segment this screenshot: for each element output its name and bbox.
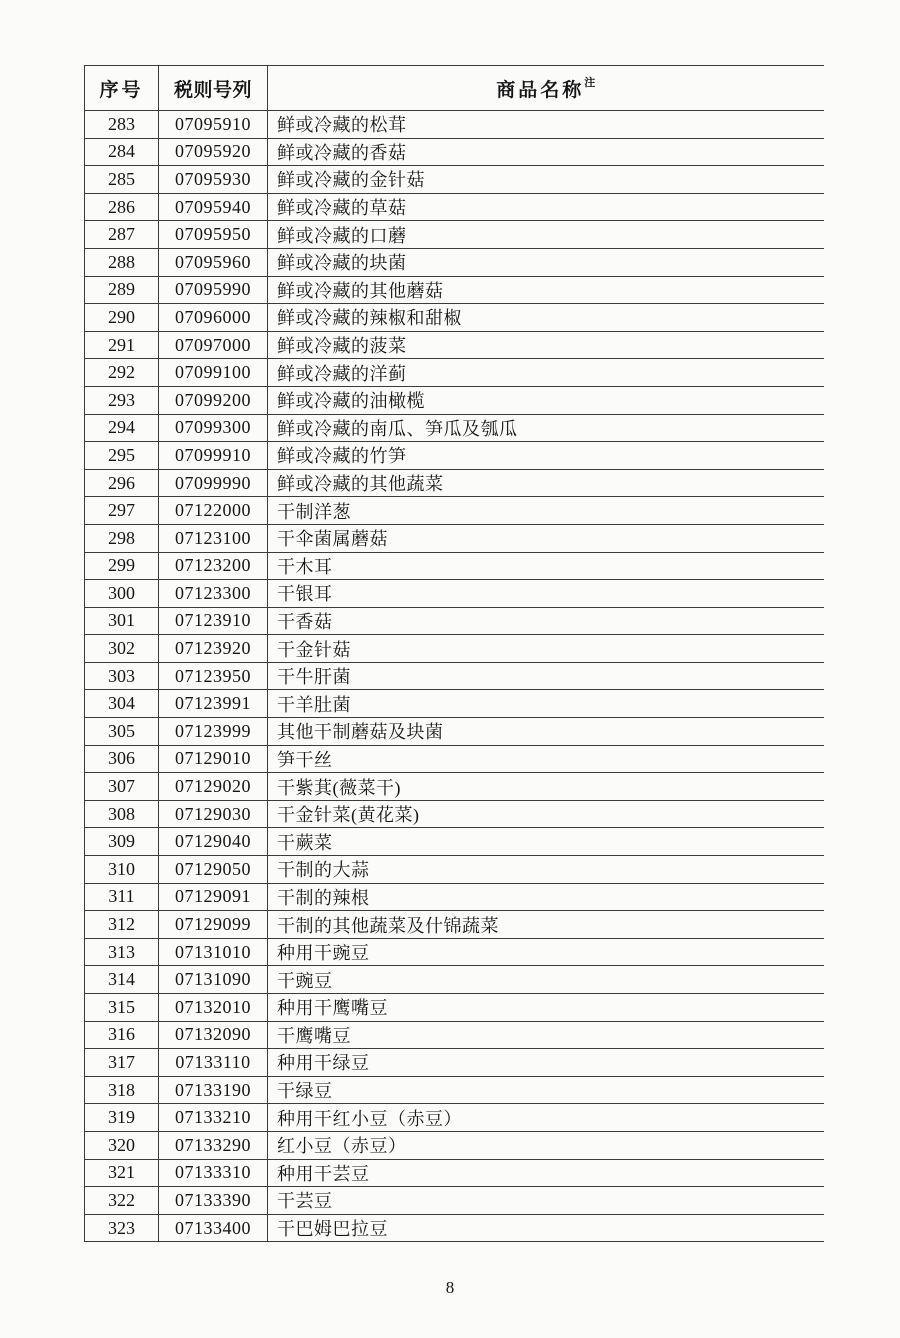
product-name-cell: 鲜或冷藏的块菌 [268,248,824,276]
serial-cell: 292 [85,359,159,387]
table-row [85,524,824,552]
serial-cell: 320 [85,1131,159,1159]
product-name-cell: 干制的其他蔬菜及什锦蔬菜 [268,911,824,939]
serial-cell: 285 [85,166,159,194]
product-name-cell: 干牛肝菌 [268,662,824,690]
table-row [85,966,824,994]
serial-cell: 316 [85,1021,159,1049]
product-name-cell: 鲜或冷藏的香菇 [268,138,824,166]
table-row [85,111,824,139]
serial-cell: 304 [85,690,159,718]
product-name-cell: 鲜或冷藏的菠菜 [268,331,824,359]
tariff-code-cell: 07096000 [159,304,268,332]
tariff-code-cell: 07099990 [159,469,268,497]
serial-cell: 290 [85,304,159,332]
table-row [85,304,824,332]
serial-cell: 307 [85,773,159,801]
serial-cell: 293 [85,386,159,414]
tariff-code-cell: 07129030 [159,800,268,828]
table-row [85,442,824,470]
product-name-cell: 干木耳 [268,552,824,580]
table-row [85,1104,824,1132]
serial-cell: 300 [85,580,159,608]
product-name-cell: 干鹰嘴豆 [268,1021,824,1049]
serial-cell: 303 [85,662,159,690]
table-row [85,138,824,166]
serial-cell: 296 [85,469,159,497]
tariff-code-cell: 07129099 [159,911,268,939]
table-row [85,911,824,939]
product-name-cell: 干制的大蒜 [268,856,824,884]
tariff-code-cell: 07133190 [159,1076,268,1104]
table-row [85,1159,824,1187]
tariff-code-cell: 07123999 [159,718,268,746]
table-row [85,1187,824,1215]
tariff-code-cell: 07133290 [159,1131,268,1159]
tariff-code-cell: 07095960 [159,248,268,276]
serial-cell: 314 [85,966,159,994]
tariff-code-cell: 07133390 [159,1187,268,1215]
serial-cell: 312 [85,911,159,939]
product-name-cell: 干香菇 [268,607,824,635]
serial-cell: 302 [85,635,159,663]
table-row [85,386,824,414]
table-row [85,635,824,663]
table-row [85,248,824,276]
product-name-cell: 干银耳 [268,580,824,608]
tariff-code-cell: 07095930 [159,166,268,194]
product-name-cell: 红小豆（赤豆） [268,1131,824,1159]
product-name-cell: 种用干豌豆 [268,938,824,966]
tariff-code-cell: 07099300 [159,414,268,442]
product-name-cell: 种用干红小豆（赤豆） [268,1104,824,1132]
tariff-table [84,65,824,1242]
tariff-code-cell: 07095990 [159,276,268,304]
tariff-code-cell: 07132010 [159,994,268,1022]
table-row [85,331,824,359]
product-name-cell: 干制的辣根 [268,883,824,911]
serial-cell: 284 [85,138,159,166]
table-row [85,359,824,387]
product-name-cell: 鲜或冷藏的草菇 [268,193,824,221]
tariff-code-cell: 07129050 [159,856,268,884]
table-row [85,1076,824,1104]
product-name-cell: 鲜或冷藏的松茸 [268,111,824,139]
tariff-code-cell: 07133110 [159,1049,268,1077]
tariff-code-cell: 07123300 [159,580,268,608]
table-row [85,994,824,1022]
table-row [85,800,824,828]
table-row [85,1214,824,1242]
tariff-code-cell: 07095920 [159,138,268,166]
tariff-code-cell: 07095950 [159,221,268,249]
table-row [85,414,824,442]
tariff-code-cell: 07133310 [159,1159,268,1187]
header-serial-number: 序号 [85,66,159,111]
serial-cell: 306 [85,745,159,773]
serial-cell: 297 [85,497,159,525]
table-row [85,166,824,194]
product-name-cell: 干金针菇 [268,635,824,663]
serial-cell: 310 [85,856,159,884]
tariff-code-cell: 07133400 [159,1214,268,1242]
serial-cell: 321 [85,1159,159,1187]
product-name-cell: 干制洋葱 [268,497,824,525]
tariff-code-cell: 07123910 [159,607,268,635]
serial-cell: 298 [85,524,159,552]
table-row [85,1049,824,1077]
product-name-cell: 鲜或冷藏的金针菇 [268,166,824,194]
product-name-cell: 种用干鹰嘴豆 [268,994,824,1022]
page-number: 8 [445,1278,455,1297]
product-name-cell: 干紫萁(薇菜干) [268,773,824,801]
serial-cell: 289 [85,276,159,304]
tariff-code-cell: 07099100 [159,359,268,387]
serial-cell: 305 [85,718,159,746]
table-row [85,580,824,608]
serial-cell: 295 [85,442,159,470]
tariff-code-cell: 07129091 [159,883,268,911]
product-name-cell: 干金针菜(黄花菜) [268,800,824,828]
serial-cell: 286 [85,193,159,221]
serial-cell: 308 [85,800,159,828]
table-row [85,938,824,966]
product-name-cell: 干巴姆巴拉豆 [268,1214,824,1242]
serial-cell: 318 [85,1076,159,1104]
serial-cell: 309 [85,828,159,856]
product-name-cell: 鲜或冷藏的口蘑 [268,221,824,249]
serial-cell: 317 [85,1049,159,1077]
table-row [85,607,824,635]
serial-cell: 288 [85,248,159,276]
table-row [85,883,824,911]
product-name-cell: 鲜或冷藏的其他蘑菇 [268,276,824,304]
tariff-code-cell: 07133210 [159,1104,268,1132]
serial-cell: 322 [85,1187,159,1215]
serial-cell: 291 [85,331,159,359]
serial-cell: 323 [85,1214,159,1242]
tariff-code-cell: 07129020 [159,773,268,801]
tariff-code-cell: 07131090 [159,966,268,994]
tariff-code-cell: 07123200 [159,552,268,580]
product-name-cell: 笋干丝 [268,745,824,773]
header-product-name [268,66,824,111]
table-row [85,193,824,221]
table-row [85,662,824,690]
table-row [85,469,824,497]
tariff-code-cell: 07123100 [159,524,268,552]
table-row [85,1021,824,1049]
table-row [85,276,824,304]
table-row [85,828,824,856]
header-tariff-code: 税则号列 [159,66,268,111]
product-name-cell: 干绿豆 [268,1076,824,1104]
serial-cell: 311 [85,883,159,911]
note-mark: 注 [584,77,596,90]
tariff-code-cell: 07129010 [159,745,268,773]
product-name-cell: 鲜或冷藏的洋蓟 [268,359,824,387]
tariff-code-cell: 07131010 [159,938,268,966]
product-name-cell: 其他干制蘑菇及块菌 [268,718,824,746]
product-name-cell: 干蕨菜 [268,828,824,856]
table-row [85,1131,824,1159]
tariff-code-cell: 07123950 [159,662,268,690]
tariff-code-cell: 07123920 [159,635,268,663]
product-name-cell: 鲜或冷藏的油橄榄 [268,386,824,414]
tariff-code-cell: 07099200 [159,386,268,414]
serial-cell: 299 [85,552,159,580]
product-name-cell: 鲜或冷藏的其他蔬菜 [268,469,824,497]
product-name-cell: 种用干绿豆 [268,1049,824,1077]
tariff-code-cell: 07123991 [159,690,268,718]
serial-cell: 319 [85,1104,159,1132]
serial-cell: 283 [85,111,159,139]
tariff-code-cell: 07099910 [159,442,268,470]
table-row [85,856,824,884]
table-row [85,745,824,773]
tariff-code-cell: 07132090 [159,1021,268,1049]
serial-cell: 294 [85,414,159,442]
table-row [85,552,824,580]
serial-cell: 287 [85,221,159,249]
tariff-code-cell: 07129040 [159,828,268,856]
serial-cell: 301 [85,607,159,635]
product-name-cell: 干羊肚菌 [268,690,824,718]
tariff-code-cell: 07095940 [159,193,268,221]
table-row [85,497,824,525]
product-name-cell: 干伞菌属蘑菇 [268,524,824,552]
table-row [85,221,824,249]
table-row [85,690,824,718]
product-name-cell: 鲜或冷藏的竹笋 [268,442,824,470]
serial-cell: 315 [85,994,159,1022]
table-header-row [85,66,824,111]
product-name-cell: 干豌豆 [268,966,824,994]
product-name-cell: 干芸豆 [268,1187,824,1215]
header-product-name-label: 商品名称 [496,79,585,101]
product-name-cell: 种用干芸豆 [268,1159,824,1187]
product-name-cell: 鲜或冷藏的南瓜、笋瓜及瓠瓜 [268,414,824,442]
tariff-code-cell: 07122000 [159,497,268,525]
table-row [85,773,824,801]
table-row [85,718,824,746]
product-name-cell: 鲜或冷藏的辣椒和甜椒 [268,304,824,332]
tariff-code-cell: 07095910 [159,111,268,139]
tariff-code-cell: 07097000 [159,331,268,359]
serial-cell: 313 [85,938,159,966]
